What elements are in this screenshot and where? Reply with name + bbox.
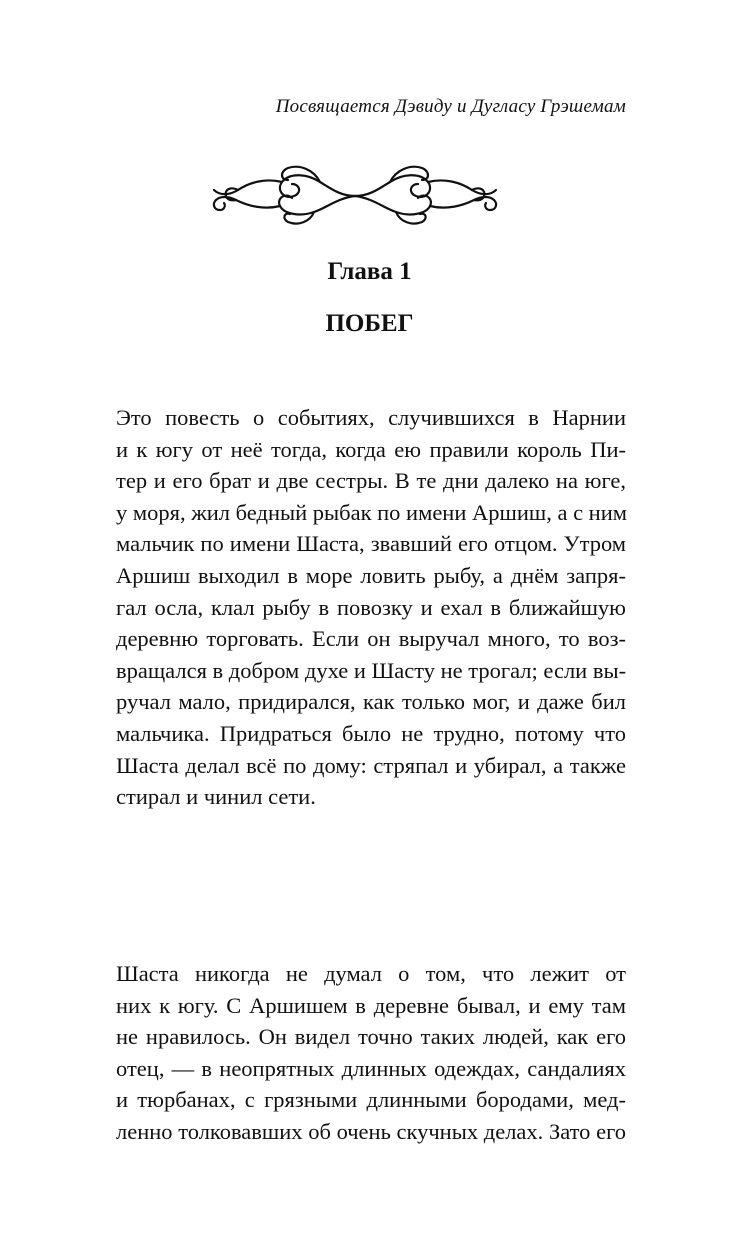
text-line: тер и его брат и две сестры. В те дни далеко на юге, xyxy=(116,468,626,494)
text-line: и к югу от неё тогда, когда ею правили король Пи- xyxy=(116,436,626,462)
text-line: стирал и чинил сети. xyxy=(116,784,316,810)
text-line: ленно толковавших об очень скучных делах. Зато его xyxy=(116,1118,626,1144)
text-line: Это повесть о событиях, случившихся в Нарнии xyxy=(116,405,626,430)
text-line: ручал мало, придирался, как только мог, и даже бил xyxy=(116,689,626,715)
chapter-title: ПОБЕГ xyxy=(325,310,414,337)
dedication: Посвящается Дэвиду и Дугласу Грэшемам xyxy=(275,96,626,117)
text-line: у моря, жил бедный рыбак по имени Аршиш, а с ним xyxy=(116,499,627,525)
text-line: Аршиш выходил в море ловить рыбу, а днём запря- xyxy=(116,562,626,588)
text-line: деревню торговать. Если он выручал много, то воз- xyxy=(116,626,626,652)
text-line: мальчика. Придраться было не трудно, потому что xyxy=(116,720,626,746)
text-line: Шаста никогда не думал о том, что лежит от xyxy=(116,961,626,986)
paragraph-2 xyxy=(116,958,626,1148)
text-line: отец, — в неопрятных длинных одеждах, сандалиях xyxy=(116,1055,626,1081)
text-line: и тюрбанах, с грязными длинными бородами, мед- xyxy=(116,1087,626,1113)
decorative-scroll-icon xyxy=(210,160,500,230)
text-line: не нравилось. Он видел точно таких людей, как его xyxy=(116,1024,626,1050)
text-line: них к югу. С Аршишем в деревне бывал, и ему там xyxy=(116,992,626,1018)
text-line: мальчик по имени Шаста, звавший его отцом. Утром xyxy=(116,531,626,557)
text-line: Шаста делал всё по дому: стряпал и убирал, а также xyxy=(116,752,626,778)
text-line: гал осла, клал рыбу в повозку и ехал в ближайшую xyxy=(116,594,626,620)
paragraph-1 xyxy=(116,402,626,813)
chapter-label: Глава 1 xyxy=(327,258,412,285)
text-line: вращался в добром духе и Шасту не трогал; если вы- xyxy=(116,657,627,683)
